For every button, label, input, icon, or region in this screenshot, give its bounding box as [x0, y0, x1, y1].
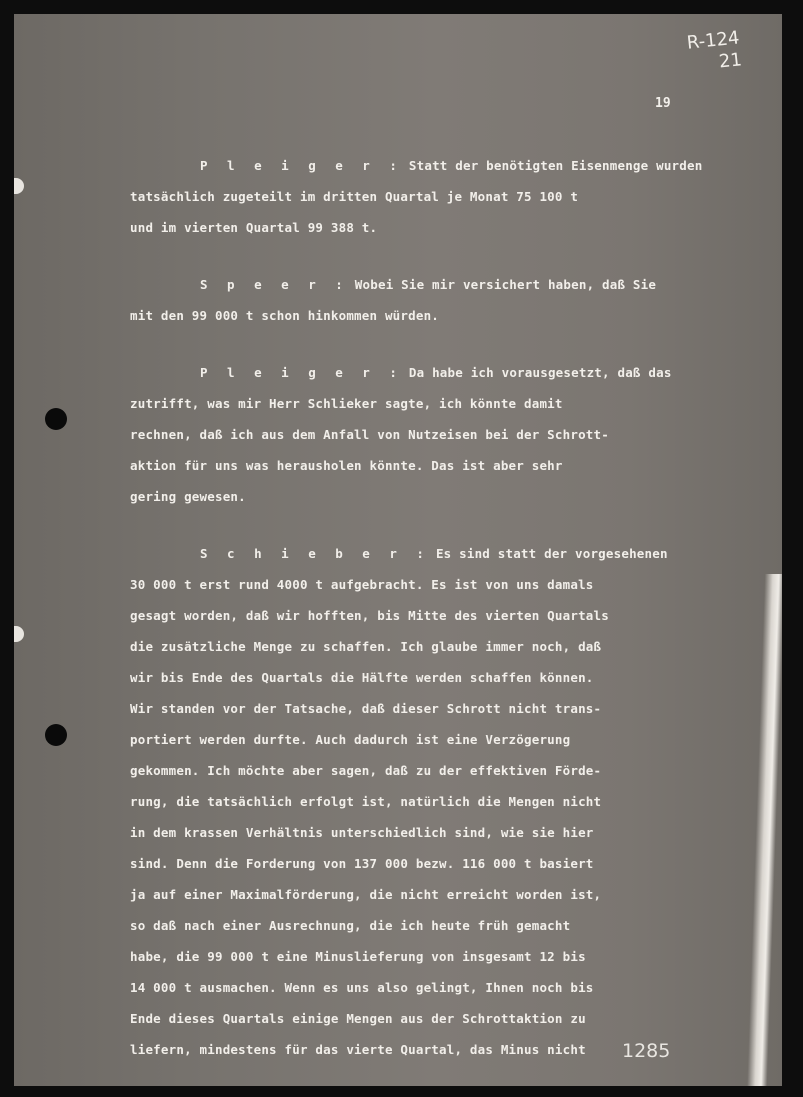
transcript-body: [130, 150, 710, 1091]
text-line: Es sind statt der vorgesehenen: [435, 546, 668, 561]
text-line: aktion für uns was herausholen könnte. Das ist aber sehr: [130, 458, 563, 473]
reference-code: R-124: [685, 27, 741, 54]
text-line: rechnen, daß ich aus dem Anfall von Nutzeisen bei der Schrott-: [130, 427, 609, 442]
page-number: 19: [655, 96, 671, 111]
text-line: 14 000 t ausmachen. Wenn es uns also gelingt, Ihnen noch bis: [130, 980, 594, 995]
speaker-name: P l e i g e r :: [200, 365, 403, 380]
text-line: so daß nach einer Ausrechnung, die ich heute früh gemacht: [130, 918, 571, 933]
underlying-page-edge: [747, 574, 782, 1086]
speaker-name: S c h i e b e r :: [200, 546, 430, 561]
paragraph-speer: [130, 269, 710, 331]
text-line: und im vierten Quartal 99 388 t.: [130, 220, 378, 235]
text-line: Da habe ich vorausgesetzt, daß das: [408, 365, 672, 380]
text-line: tatsächlich zugeteilt im dritten Quartal je Monat 75 100 t: [130, 189, 579, 204]
archive-stamp-number: 1285: [622, 1040, 671, 1062]
text-line: habe, die 99 000 t eine Minuslieferung von insgesamt 12 bis: [130, 949, 586, 964]
text-line: Wir standen vor der Tatsache, daß dieser Schrott nicht trans-: [130, 701, 602, 716]
handwritten-reference: [686, 27, 743, 76]
paragraph-schieber: [130, 538, 710, 1065]
text-line: Wobei Sie mir versichert haben, daß Sie: [354, 277, 657, 292]
text-line: zutrifft, was mir Herr Schlieker sagte, ich könnte damit: [130, 396, 563, 411]
paragraph-pleiger-2: [130, 357, 710, 512]
text-line: in dem krassen Verhältnis unterschiedlich sind, wie sie hier: [130, 825, 594, 840]
text-line: mit den 99 000 t schon hinkommen würden.: [130, 308, 440, 323]
text-line: 30 000 t erst rund 4000 t aufgebracht. Es ist von uns damals: [130, 577, 594, 592]
text-line: Statt der benötigten Eisenmenge wurden: [408, 158, 703, 173]
text-line: gesagt worden, daß wir hofften, bis Mitte des vierten Quartals: [130, 608, 609, 623]
punch-hole: [45, 724, 67, 746]
edge-notch: [14, 178, 24, 194]
text-line: Ende dieses Quartals einige Mengen aus der Schrottaktion zu: [130, 1011, 586, 1026]
speaker-name: P l e i g e r :: [200, 158, 403, 173]
reference-subnumber: 21: [717, 49, 743, 73]
text-line: portiert werden durfte. Auch dadurch ist eine Verzögerung: [130, 732, 571, 747]
speaker-name: S p e e r :: [200, 277, 349, 292]
text-line: gering gewesen.: [130, 489, 246, 504]
text-line: ja auf einer Maximalförderung, die nicht erreicht worden ist,: [130, 887, 602, 902]
paragraph-pleiger-1: [130, 150, 710, 243]
text-line: die zusätzliche Menge zu schaffen. Ich glaube immer noch, daß: [130, 639, 602, 654]
text-line: sind. Denn die Forderung von 137 000 bezw. 116 000 t basiert: [130, 856, 594, 871]
text-line: gekommen. Ich möchte aber sagen, daß zu der effektiven Förde-: [130, 763, 602, 778]
text-line: liefern, mindestens für das vierte Quartal, das Minus nicht: [130, 1042, 586, 1057]
text-line: wir bis Ende des Quartals die Hälfte werden schaffen können.: [130, 670, 594, 685]
text-line: rung, die tatsächlich erfolgt ist, natürlich die Mengen nicht: [130, 794, 602, 809]
edge-notch: [14, 626, 24, 642]
punch-hole: [45, 408, 67, 430]
